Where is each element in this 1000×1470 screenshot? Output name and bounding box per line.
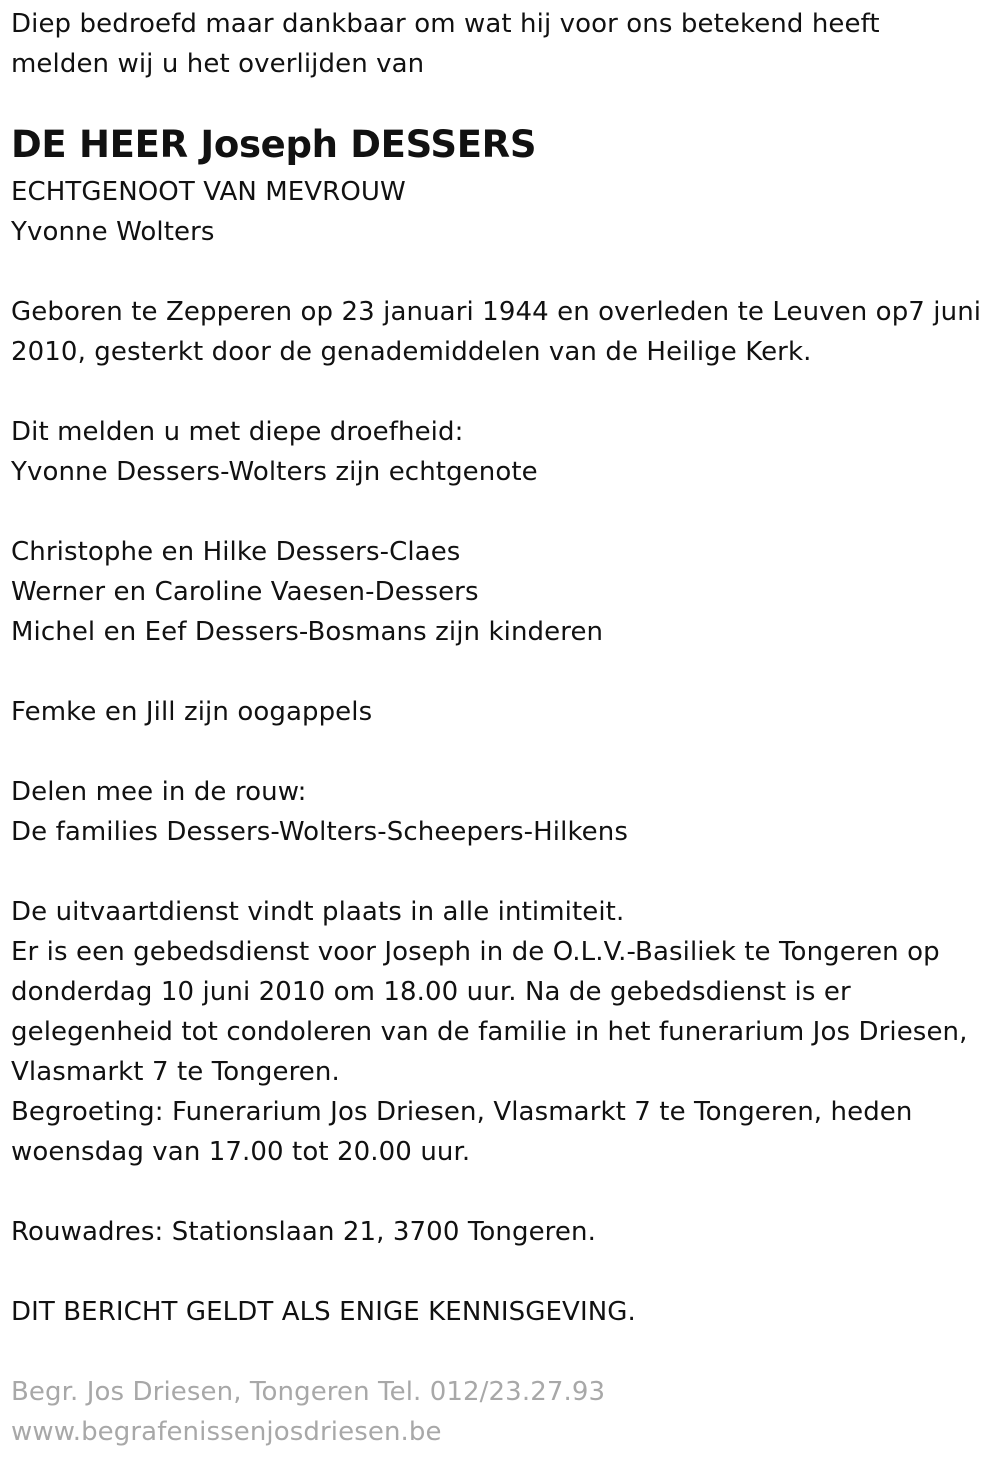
intro-line-2: melden wij u het overlijden van: [11, 49, 425, 79]
child-line-3: Michel en Eef Dessers-Bosmans zijn kinderen: [11, 617, 604, 647]
deceased-name: DE HEER Joseph DESSERS: [11, 123, 537, 166]
mourners-intro: Delen mee in de rouw:: [11, 777, 307, 807]
birth-death-line-2: 2010, gesterkt door de genademiddelen van de Heilige Kerk.: [11, 337, 812, 367]
service-line-3: donderdag 10 juni 2010 om 18.00 uur. Na de gebedsdienst is er: [11, 977, 851, 1007]
service-line-4: gelegenheid tot condoleren van de familie in het funerarium Jos Driesen,: [11, 1017, 968, 1047]
service-line-6: Begroeting: Funerarium Jos Driesen, Vlasmarkt 7 te Tongeren, heden: [11, 1097, 913, 1127]
intro-line-1: Diep bedroefd maar dankbaar om wat hij voor ons betekend heeft: [11, 9, 880, 39]
service-line-2: Er is een gebedsdienst voor Joseph in de O.L.V.-Basiliek te Tongeren op: [11, 937, 940, 967]
birth-death-line-1: Geboren te Zepperen op 23 januari 1944 en overleden te Leuven op7 juni: [11, 297, 982, 327]
mourning-address: Rouwadres: Stationslaan 21, 3700 Tongeren.: [11, 1217, 596, 1247]
mourners-families: De families Dessers-Wolters-Scheepers-Hilkens: [11, 817, 628, 847]
announcers-intro: Dit melden u met diepe droefheid:: [11, 417, 464, 447]
footer-funeral-home: Begr. Jos Driesen, Tongeren Tel. 012/23.27.93: [11, 1377, 606, 1407]
footer-website: www.begrafenissenjosdriesen.be: [11, 1417, 442, 1447]
service-line-1: De uitvaartdienst vindt plaats in alle intimiteit.: [11, 897, 625, 927]
spouse-name: Yvonne Wolters: [11, 217, 215, 247]
notice-line: DIT BERICHT GELDT ALS ENIGE KENNISGEVING.: [11, 1297, 636, 1327]
grandchildren-line: Femke en Jill zijn oogappels: [11, 697, 373, 727]
service-line-5: Vlasmarkt 7 te Tongeren.: [11, 1057, 340, 1087]
service-line-7: woensdag van 17.00 tot 20.00 uur.: [11, 1137, 471, 1167]
child-line-2: Werner en Caroline Vaesen-Dessers: [11, 577, 479, 607]
spouse-label: ECHTGENOOT VAN MEVROUW: [11, 177, 406, 207]
announcers-spouse: Yvonne Dessers-Wolters zijn echtgenote: [11, 457, 538, 487]
child-line-1: Christophe en Hilke Dessers-Claes: [11, 537, 461, 567]
